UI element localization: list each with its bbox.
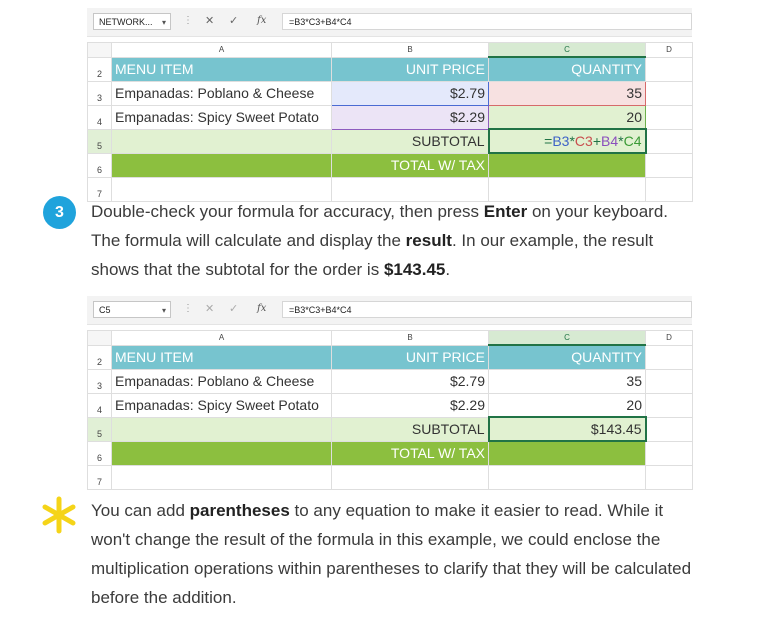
cell-d5[interactable] <box>646 129 693 153</box>
formula-token-c4: C4 <box>623 133 642 149</box>
cell-b7[interactable] <box>332 465 489 489</box>
formula-text: =B3*C3+B4*C4 <box>289 305 352 315</box>
table-row <box>88 345 693 369</box>
table-row <box>88 465 693 489</box>
table-row <box>88 153 693 177</box>
worksheet-grid <box>87 330 693 490</box>
formula-token-c3: C3 <box>574 133 593 149</box>
cell-b2[interactable]: UNIT PRICE <box>332 57 489 81</box>
cell-d5[interactable] <box>646 417 693 441</box>
cell-b3[interactable]: $2.79 <box>332 81 489 105</box>
row-header[interactable]: 3 <box>88 369 112 393</box>
cell-b4[interactable]: $2.29 <box>332 393 489 417</box>
column-header-b[interactable]: B <box>332 43 489 58</box>
cell-c5-formula[interactable] <box>489 129 646 153</box>
cell-b5[interactable]: SUBTOTAL <box>332 129 489 153</box>
step-text: . In our example, the result shows that the subtotal for the order is <box>91 231 654 279</box>
step-text: Double-check your formula for accuracy, then press <box>91 202 484 221</box>
step-number-badge: 3 <box>43 196 76 229</box>
cell-b3[interactable]: $2.79 <box>332 369 489 393</box>
step-bold-enter: Enter <box>483 202 528 221</box>
cell-d3[interactable] <box>646 369 693 393</box>
column-header-a[interactable]: A <box>112 331 332 346</box>
cell-d2[interactable] <box>646 345 693 369</box>
cell-a6[interactable] <box>112 153 332 177</box>
formula-text: =B3*C3+B4*C4 <box>289 17 352 27</box>
cell-c2[interactable]: QUANTITY <box>489 57 646 81</box>
row-header[interactable]: 3 <box>88 81 112 105</box>
column-header-d[interactable]: D <box>646 331 693 346</box>
column-header-c[interactable]: C <box>489 331 646 346</box>
formula-token-b4: B4 <box>601 133 619 149</box>
step-bold-result: result <box>405 231 452 250</box>
table-row <box>88 57 693 81</box>
formula-token-op: * <box>569 133 575 149</box>
enter-check-icon[interactable]: ✓ <box>229 15 239 27</box>
chevron-down-icon[interactable]: ▾ <box>161 18 166 27</box>
formula-token-b3: B3 <box>552 133 570 149</box>
row-header[interactable]: 4 <box>88 393 112 417</box>
row-header[interactable]: 4 <box>88 105 112 129</box>
cancel-icon[interactable]: ✕ <box>205 303 215 315</box>
table-row <box>88 441 693 465</box>
row-header[interactable]: 7 <box>88 177 112 201</box>
cell-c4[interactable]: 20 <box>489 105 646 129</box>
cell-d7[interactable] <box>646 465 693 489</box>
cell-a3[interactable]: Empanadas: Poblano & Cheese <box>112 369 332 393</box>
insert-function-icon[interactable]: fx <box>257 303 267 314</box>
spreadsheet-screenshot-result <box>87 296 692 487</box>
cell-a6[interactable] <box>112 441 332 465</box>
name-box-value: C5 <box>99 305 111 315</box>
name-box[interactable] <box>93 13 171 30</box>
cell-b4[interactable]: $2.29 <box>332 105 489 129</box>
tip-text-part: to any equation to make it easier to read. While it won't change the result of the formula in this example, we could enclose the multiplication operations within parentheses to clarify that they will be calculated before the addition. <box>91 501 692 607</box>
cell-a5[interactable] <box>112 417 332 441</box>
asterisk-icon <box>40 496 78 534</box>
worksheet-grid <box>87 42 693 202</box>
table-row <box>88 393 693 417</box>
cell-d4[interactable] <box>646 105 693 129</box>
cancel-icon[interactable]: ✕ <box>205 15 215 27</box>
vertical-dots-icon: ⋮ <box>183 303 193 314</box>
cell-d3[interactable] <box>646 81 693 105</box>
cell-c2[interactable]: QUANTITY <box>489 345 646 369</box>
column-header-row <box>88 331 693 346</box>
tip-text-part: You can add <box>91 501 190 520</box>
row-header[interactable]: 7 <box>88 465 112 489</box>
step-text: . <box>445 260 451 279</box>
cell-d6[interactable] <box>646 441 693 465</box>
cell-c3[interactable]: 35 <box>489 81 646 105</box>
cell-a3[interactable]: Empanadas: Poblano & Cheese <box>112 81 332 105</box>
cell-a7[interactable] <box>112 465 332 489</box>
cell-a2[interactable]: MENU ITEM <box>112 345 332 369</box>
row-header[interactable]: 2 <box>88 345 112 369</box>
column-header-a[interactable]: A <box>112 43 332 58</box>
row-header[interactable]: 6 <box>88 441 112 465</box>
step-text: on your keyboard. The formula will calculate and display the <box>91 202 669 250</box>
cell-d2[interactable] <box>646 57 693 81</box>
formula-input[interactable] <box>282 13 692 30</box>
tip-text <box>91 496 701 612</box>
cell-a5[interactable] <box>112 129 332 153</box>
cell-c5-result[interactable]: $143.45 <box>489 417 646 441</box>
row-header[interactable]: 5 <box>88 129 112 153</box>
table-row <box>88 105 693 129</box>
cell-a2[interactable]: MENU ITEM <box>112 57 332 81</box>
row-header[interactable]: 2 <box>88 57 112 81</box>
select-all-corner[interactable] <box>88 331 112 346</box>
cell-b6[interactable]: TOTAL W/ TAX <box>332 153 489 177</box>
cell-b5[interactable]: SUBTOTAL <box>332 417 489 441</box>
spreadsheet-screenshot-editing <box>87 8 692 199</box>
table-row <box>88 369 693 393</box>
cell-c4[interactable]: 20 <box>489 393 646 417</box>
name-box-value: NETWORK... <box>99 17 153 27</box>
name-box[interactable] <box>93 301 171 318</box>
step-instruction <box>91 197 701 284</box>
formula-token-op: * <box>618 133 624 149</box>
table-row <box>88 417 693 441</box>
column-header-c[interactable]: C <box>489 43 646 58</box>
cell-c3[interactable]: 35 <box>489 369 646 393</box>
vertical-dots-icon: ⋮ <box>183 15 193 26</box>
cell-a4[interactable]: Empanadas: Spicy Sweet Potato <box>112 105 332 129</box>
row-header[interactable]: 6 <box>88 153 112 177</box>
tip-bold-parentheses: parentheses <box>189 501 290 520</box>
formula-token-eq: = <box>544 133 553 149</box>
chevron-down-icon[interactable]: ▾ <box>161 306 166 315</box>
row-header[interactable]: 5 <box>88 417 112 441</box>
cell-d4[interactable] <box>646 393 693 417</box>
formula-bar-area <box>87 296 692 325</box>
formula-bar-area <box>87 8 692 37</box>
column-header-d[interactable]: D <box>646 43 693 58</box>
column-header-b[interactable]: B <box>332 331 489 346</box>
cell-d6[interactable] <box>646 153 693 177</box>
select-all-corner[interactable] <box>88 43 112 58</box>
step-bold-amount: $143.45 <box>383 260 446 279</box>
formula-input[interactable] <box>282 301 692 318</box>
insert-function-icon[interactable]: fx <box>257 15 267 26</box>
cell-b2[interactable]: UNIT PRICE <box>332 345 489 369</box>
cell-c7[interactable] <box>489 465 646 489</box>
cell-c6[interactable] <box>489 441 646 465</box>
cell-b6[interactable]: TOTAL W/ TAX <box>332 441 489 465</box>
column-header-row <box>88 43 693 58</box>
cell-c6[interactable] <box>489 153 646 177</box>
cell-a4[interactable]: Empanadas: Spicy Sweet Potato <box>112 393 332 417</box>
table-row <box>88 129 693 153</box>
table-row <box>88 81 693 105</box>
formula-token-op: + <box>592 133 602 149</box>
enter-check-icon[interactable]: ✓ <box>229 303 239 315</box>
